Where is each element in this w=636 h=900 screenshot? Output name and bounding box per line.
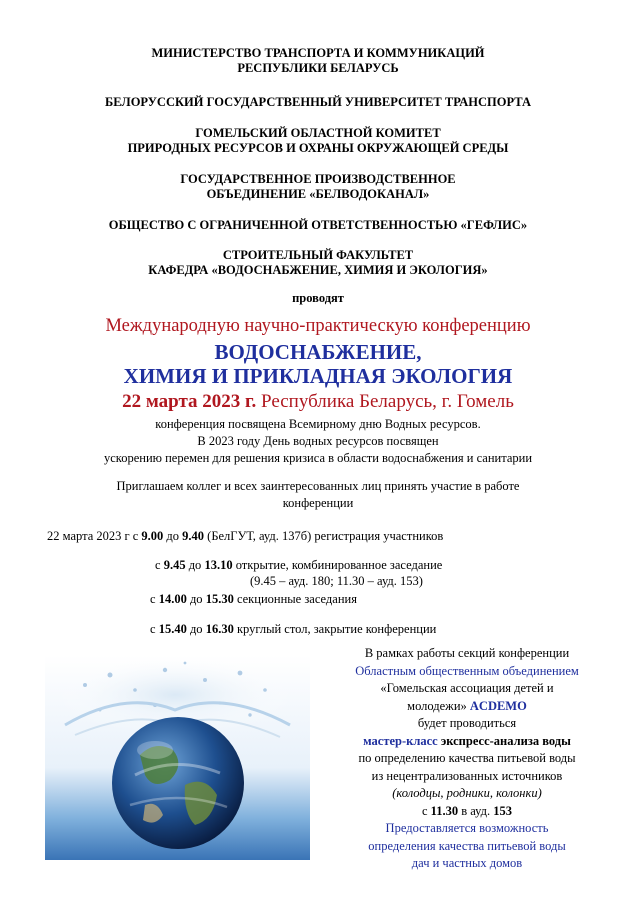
masterclass-line: Предоставляется возможность <box>385 821 549 835</box>
conference-title <box>0 340 636 388</box>
acdemo-name: ACDEMO <box>469 698 527 713</box>
org-line: ПРИРОДНЫХ РЕСУРСОВ И ОХРАНЫ ОКРУЖАЮЩЕЙ СРЕДЫ <box>127 141 509 155</box>
conference-title-line: ХИМИЯ И ПРИКЛАДНАЯ ЭКОЛОГИЯ <box>123 364 513 388</box>
masterclass-line: будет проводиться <box>417 716 517 730</box>
org-belvodokanal <box>0 172 636 202</box>
schedule-round-table: с 15.40 до 16.30 круглый стол, закрытие конференции <box>150 622 437 636</box>
conference-title-line: ВОДОСНАБЖЕНИЕ, <box>214 340 422 364</box>
masterclass-line: «Гомельская ассоциация детей и <box>380 681 554 695</box>
dedication-line: ускорению перемен для решения кризиса в области водоснабжения и санитарии <box>103 451 533 465</box>
conference-date: 22 марта 2023 г. <box>122 391 257 412</box>
dedication-line: В 2023 году День водных ресурсов посвящен <box>197 434 439 448</box>
masterclass-block <box>312 645 622 873</box>
schedule-sections: с 14.00 до 15.30 секционные заседания <box>150 592 357 606</box>
org-ministry <box>0 46 636 76</box>
schedule-opening: с 9.45 до 13.10 открытие, комбинированное заседание <box>155 558 443 572</box>
masterclass-time: с 11.30 в ауд. 153 <box>421 803 512 818</box>
schedule-registration: 22 марта 2023 г с 9.00 до 9.40 (БелГУТ, ауд. 137б) регистрация участников <box>47 529 444 543</box>
org-line: СТРОИТЕЛЬНЫЙ ФАКУЛЬТЕТ <box>222 248 414 262</box>
org-line: МИНИСТЕРСТВО ТРАНСПОРТА И КОММУНИКАЦИЙ <box>151 46 485 60</box>
masterclass-line: мастер-класс экспресс-анализа воды <box>363 733 571 748</box>
masterclass-line: (колодцы, родники, колонки) <box>392 786 542 800</box>
invitation <box>0 478 636 512</box>
org-line: КАФЕДРА «ВОДОСНАБЖЕНИЕ, ХИМИЯ И ЭКОЛОГИЯ» <box>148 263 488 277</box>
org-geflis <box>0 218 636 233</box>
masterclass-line: Областным общественным объединением <box>355 663 579 678</box>
schedule-opening-note: (9.45 – ауд. 180; 11.30 – ауд. 153) <box>250 574 423 588</box>
masterclass-line: В рамках работы секций конференции <box>364 646 570 660</box>
masterclass-line: дач и частных домов <box>411 856 523 870</box>
conference-place: Республика Беларусь, г. Гомель <box>261 391 514 412</box>
org-line: БЕЛОРУССКИЙ ГОСУДАРСТВЕННЫЙ УНИВЕРСИТЕТ ТРАНСПОРТА <box>104 95 532 109</box>
org-committee <box>0 126 636 156</box>
invitation-line: Приглашаем коллег и всех заинтересованных лиц принять участие в работе <box>116 479 520 493</box>
water-globe-image <box>45 655 310 860</box>
org-line: РЕСПУБЛИКИ БЕЛАРУСЬ <box>237 61 399 75</box>
provodyat-text: проводят <box>292 291 344 305</box>
dedication-line: конференция посвящена Всемирному дню Водных ресурсов. <box>155 417 481 431</box>
org-line: ОБЩЕСТВО С ОГРАНИЧЕННОЙ ОТВЕТСТВЕННОСТЬЮ «ГЕФЛИС» <box>108 218 528 232</box>
masterclass-line: определения качества питьевой воды <box>368 838 566 853</box>
masterclass-line: молодежи» ACDEMO <box>407 698 527 713</box>
org-line: ГОСУДАРСТВЕННОЕ ПРОИЗВОДСТВЕННОЕ <box>180 172 456 186</box>
conference-intro: Международную научно-практическую конференцию <box>105 316 531 336</box>
invitation-line: конференции <box>282 496 354 510</box>
masterclass-line: по определению качества питьевой воды <box>358 751 576 765</box>
org-university <box>0 95 636 110</box>
org-faculty <box>0 248 636 278</box>
org-line: ГОМЕЛЬСКИЙ ОБЛАСТНОЙ КОМИТЕТ <box>195 126 441 140</box>
masterclass-line: из нецентрализованных источников <box>371 768 563 783</box>
dedication <box>0 416 636 467</box>
org-line: ОБЪЕДИНЕНИЕ «БЕЛВОДОКАНАЛ» <box>206 187 430 201</box>
conference-date-place <box>0 391 636 413</box>
